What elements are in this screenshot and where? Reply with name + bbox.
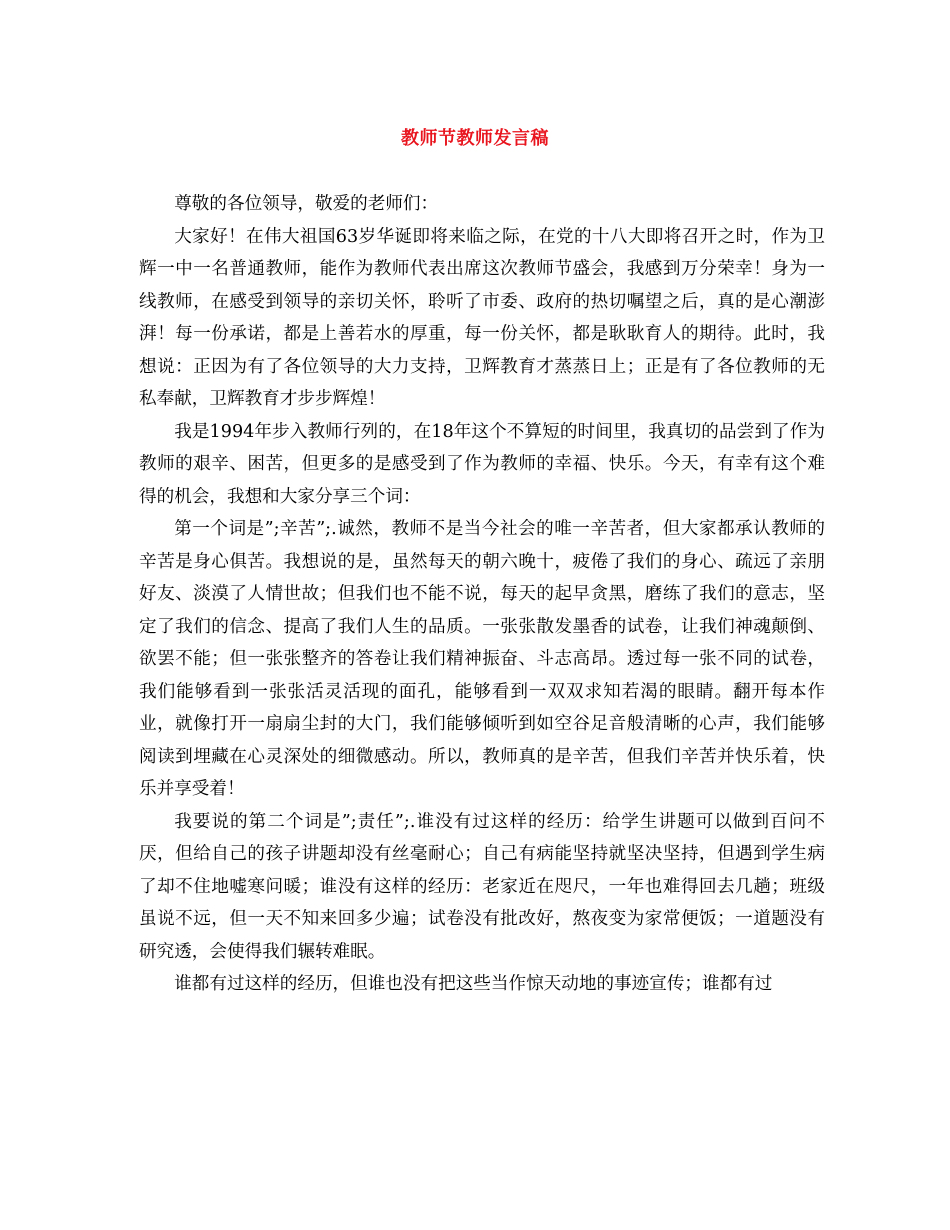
paragraph-second-word: 我要说的第二个词是”;责任”;.谁没有过这样的经历：给学生讲题可以做到百问不厌，但给自己的孩子讲题却没有丝毫耐心；自己有病能坚持就坚决坚持，但遇到学生病了却不住地嘘寒问暖；谁没有这样的经历：老家近在咫尺，一年也难得回去几趟；班级虽说不远，但一天不知来回多少遍；试卷没有批改好，熬夜变为家常便饭；一道题没有研究透，会使得我们辗转难眠。 bbox=[139, 811, 825, 962]
document-body bbox=[139, 188, 825, 1001]
paragraph-intro: 我是1994年步入教师行列的，在18年这个不算短的时间里，我真切的品尝到了作为教师的艰辛、困苦，但更多的是感受到了作为教师的幸福、快乐。今天，有幸有这个难得的机会，我想和大家分享三个词： bbox=[139, 421, 825, 507]
paragraph-continuation: 谁都有过这样的经历，但谁也没有把这些当作惊天动地的事迹宣传；谁都有过 bbox=[174, 974, 773, 994]
paragraph-first-word: 第一个词是”;辛苦”;.诚然，教师不是当今社会的唯一辛苦者，但大家都承认教师的辛苦是身心俱苦。我想说的是，虽然每天的朝六晚十，疲倦了我们的身心、疏远了亲朋好友、淡漠了人情世故；但我们也不能不说，每天的起早贪黑，磨练了我们的意志，坚定了我们的信念、提高了我们人生的品质。一张张散发墨香的试卷，让我们神魂颠倒、欲罢不能；但一张张整齐的答卷让我们精神振奋、斗志高昂。透过每一张不同的试卷，我们能够看到一张张活灵活现的面孔，能够看到一双双求知若渴的眼睛。翻开每本作业，就像打开一扇扇尘封的大门，我们能够倾听到如空谷足音般清晰的心声，我们能够阅读到埋藏在心灵深处的细微感动。所以，教师真的是辛苦，但我们辛苦并快乐着，快乐并享受着！ bbox=[139, 519, 825, 799]
paragraph-salutation: 尊敬的各位领导，敬爱的老师们： bbox=[174, 194, 439, 214]
paragraph-greeting: 大家好！在伟大祖国63岁华诞即将来临之际，在党的十八大即将召开之时，作为卫辉一中一名普通教师，能作为教师代表出席这次教师节盛会，我感到万分荣幸！身为一线教师，在感受到领导的亲切关怀，聆听了市委、政府的热切嘱望之后，真的是心潮澎湃！每一份承诺，都是上善若水的厚重，每一份关怀，都是耿耿育人的期待。此时，我想说：正因为有了各位领导的大力支持，卫辉教育才蒸蒸日上；正是有了各位教师的无私奉献，卫辉教育才步步辉煌！ bbox=[139, 226, 825, 409]
document-title: 教师节教师发言稿 bbox=[401, 128, 549, 149]
